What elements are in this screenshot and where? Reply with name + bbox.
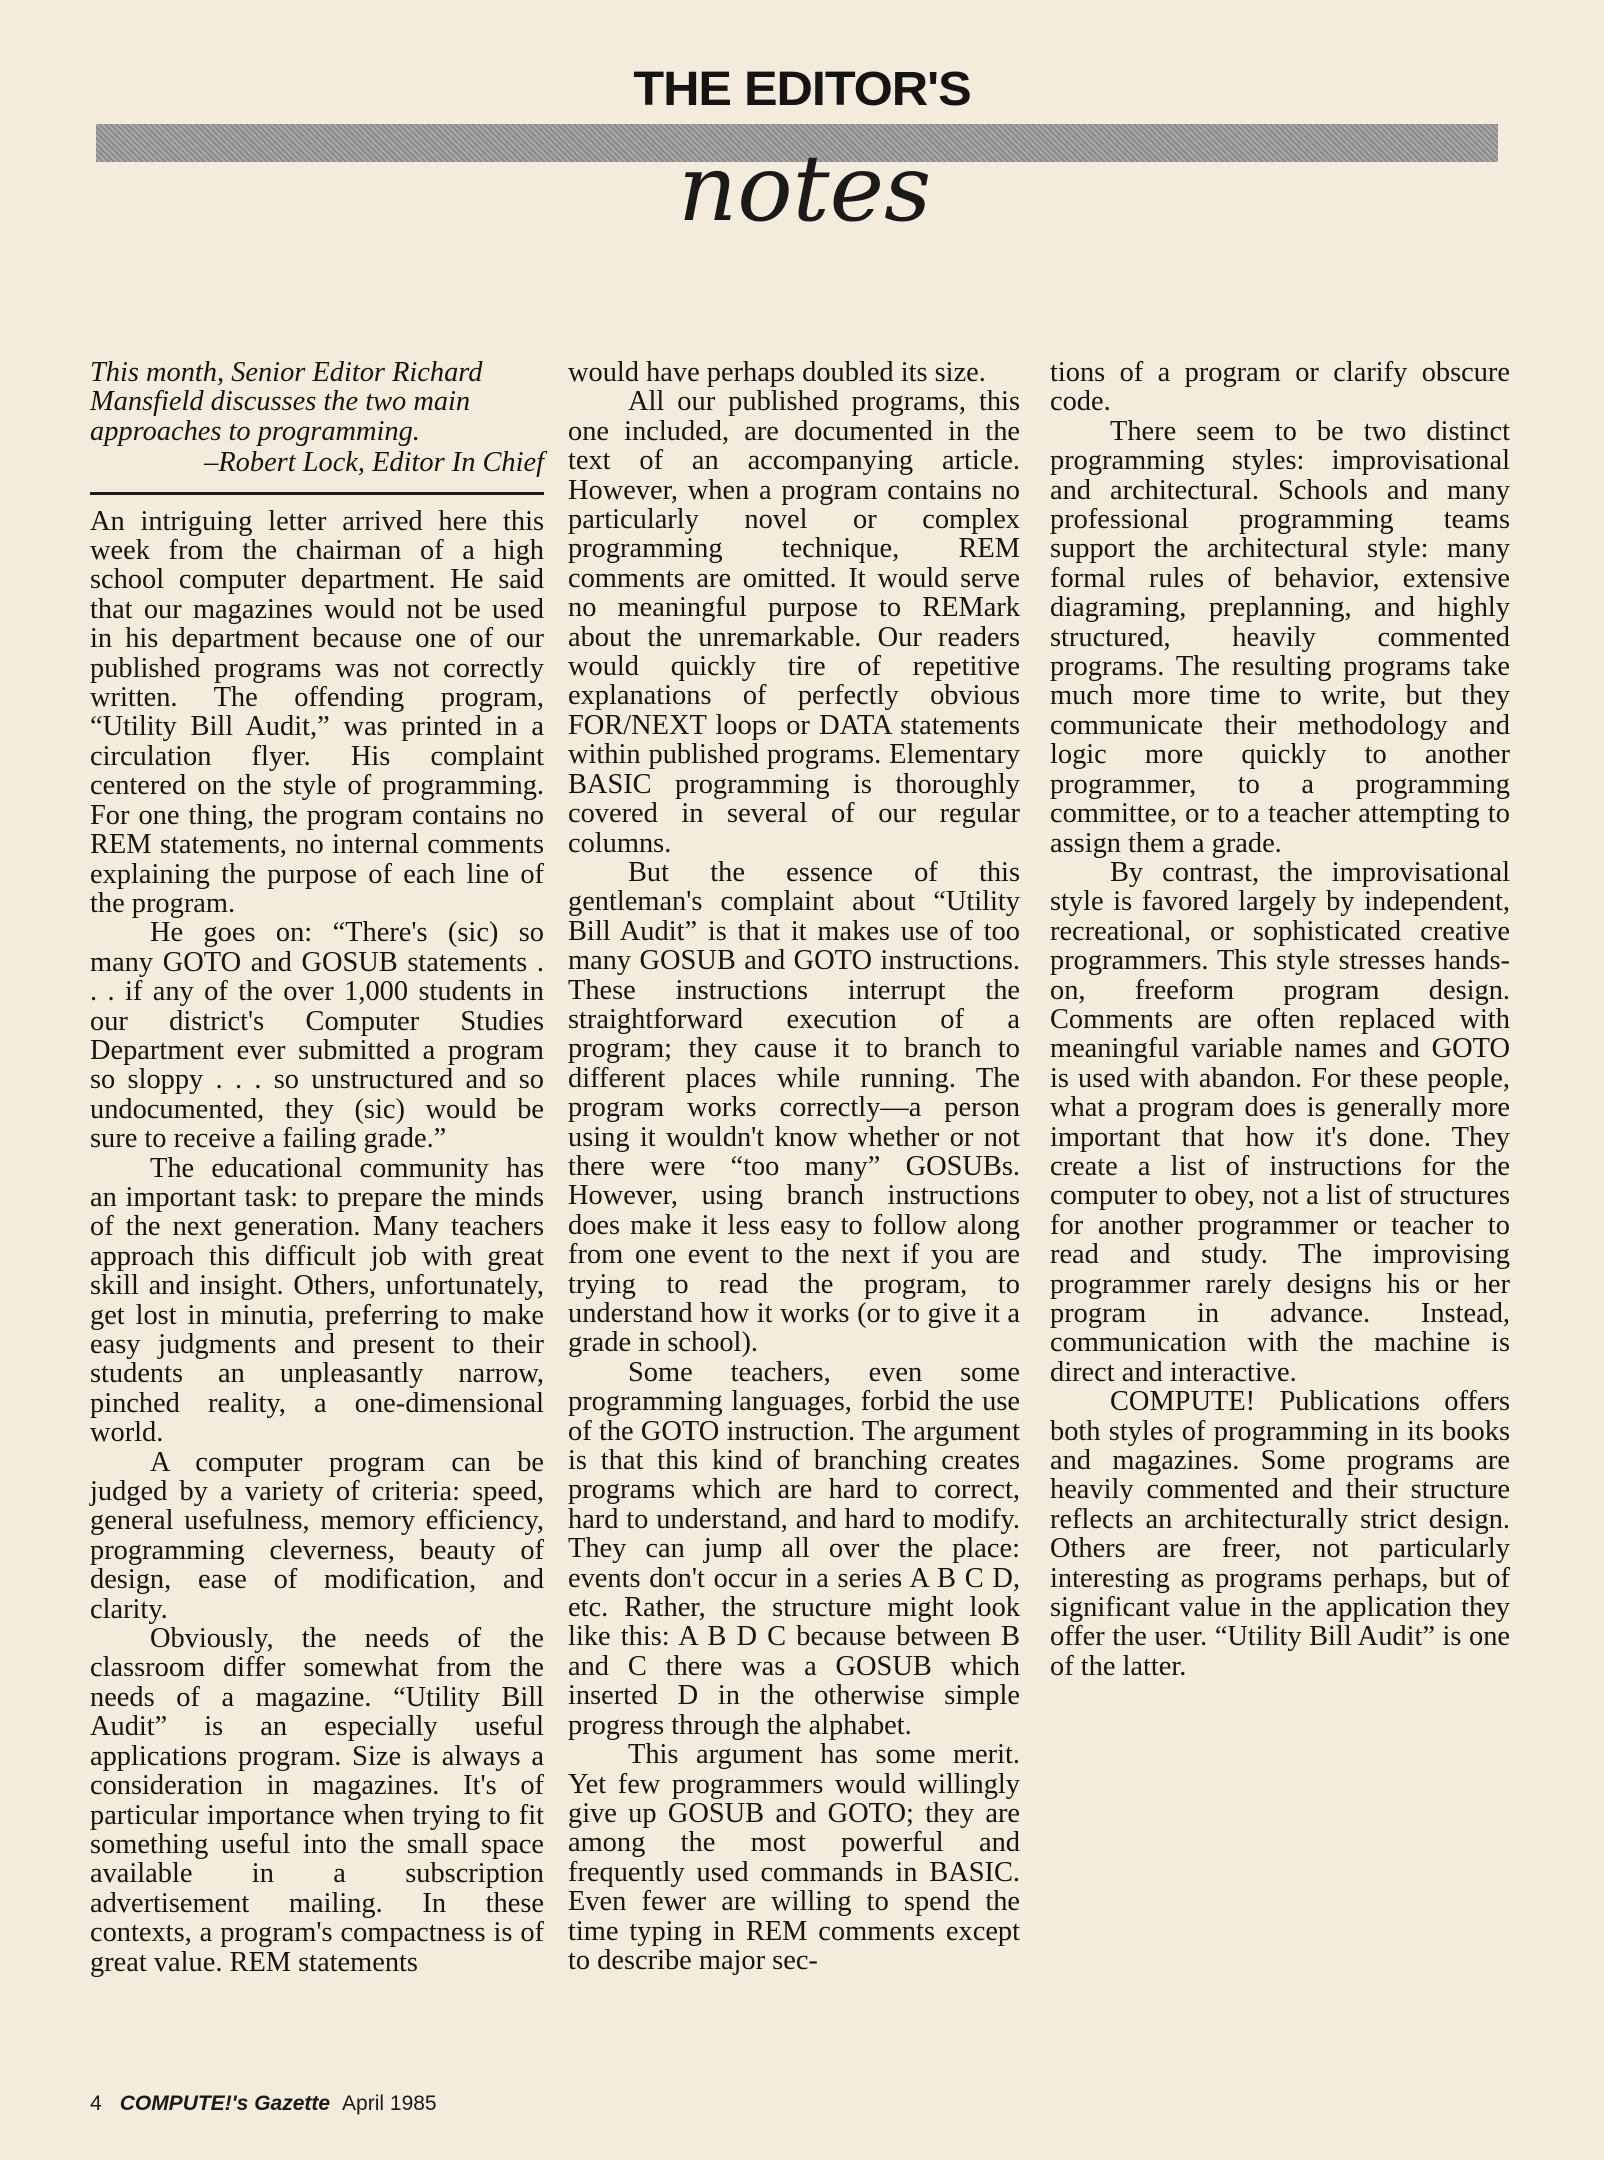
paragraph: An intriguing letter arrived here this week from the chairman of a high school computer department. He said that our magazines would not be used in his department because one of our published programs was not correctly written. The offending program, “Utility Bill Audit,” was printed in a circulation flyer. His complaint centered on the style of programming. For one thing, the program contains no REM statements, no internal comments explaining the purpose of each line of the program. xyxy=(90,505,544,919)
paragraph: would have perhaps doubled its size. xyxy=(568,357,986,388)
paragraph: Obviously, the needs of the classroom differ somewhat from the needs of a magazine. “Utility Bill Audit” is an especially useful applications program. Size is always a consideration in magazines. It's of particular importance when trying to fit something useful into the small space available in a subscription advertisement mailing. In these contexts, a program's compactness is of great value. REM statements xyxy=(90,1623,544,1978)
header-title: THE EDITOR'S xyxy=(633,63,971,116)
paragraph: There seem to be two distinct programming styles: improvisational and architectural. Schools and many professional programming teams support the architectural style: many formal rules of behavior, extensive diagraming, preplanning, and highly structured, heavily commented programs. The resulting programs take much more time to write, but they communicate their methodology and logic more quickly to another programmer, to a programming committee, or to a teacher attempting to assign them a grade. xyxy=(1050,415,1510,859)
paragraph: All our published programs, this one included, are documented in the text of an accompanying article. However, when a program contains no particularly novel or complex programming technique, REM comments are omitted. It would serve no meaningful purpose to REMark about the unremarkable. Our readers would quickly tire of repetitive explanations of perfectly obvious FOR/NEXT loops or DATA statements within published programs. Elementary BASIC programming is thoroughly covered in several of our regular columns. xyxy=(568,386,1020,859)
header-script-notes xyxy=(660,128,950,248)
column-3 xyxy=(1050,358,1510,1681)
intro-text: This month, Senior Editor Richard Mansfield discusses the two main approaches to programming. xyxy=(90,357,483,447)
magazine-name: COMPUTE!'s Gazette xyxy=(119,2092,331,2115)
intro-divider xyxy=(90,492,544,495)
issue-date: April 1985 xyxy=(342,2092,437,2115)
header-script-text: notes xyxy=(678,135,932,242)
page-footer xyxy=(90,2092,437,2116)
paragraph: This argument has some merit. Yet few programmers would willingly give up GOSUB and GOTO; they are among the most powerful and frequently used commands in BASIC. Even fewer are willing to spend the time typing in REM comments except to describe major sec- xyxy=(568,1739,1020,1976)
paragraph: The educational community has an important task: to prepare the minds of the next generation. Many teachers approach this difficult job with great skill and insight. Others, unfortunately, get lost in minutia, preferring to make easy judgments and present to their students an unpleasantly narrow, pinched reality, a one-dimensional world. xyxy=(90,1152,544,1449)
paragraph: But the essence of this gentleman's complaint about “Utility Bill Audit” is that it makes use of too many GOSUB and GOTO instructions. These instructions interrupt the straightforward execution of a program; they cause it to branch to different places while running. The program works correctly—a person using it wouldn't know whether or not there were “too many” GOSUBs. However, using branch instructions does make it less easy to follow along from one event to the next if you are trying to read the program, to understand how it works (or to give it a grade in school). xyxy=(568,856,1020,1359)
column-2 xyxy=(568,358,1020,1975)
paragraph: Some teachers, even some programming languages, forbid the use of the GOTO instruction. The argument is that this kind of branching creates programs which are hard to correct, hard to understand, and hard to modify. They can jump all over the place: events don't occur in a series A B C D, etc. Rather, the structure might look like this: A B D C because between B and C there was a GOSUB which inserted D in the otherwise simple progress through the alphabet. xyxy=(568,1356,1020,1741)
intro-byline: –Robert Lock, Editor In Chief xyxy=(204,447,544,479)
paragraph: COMPUTE! Publications offers both styles of programming in its books and magazines. Some programs are heavily commented and their structure reflects an architecturally strict design. Others are freer, not particularly interesting as programs perhaps, but of significant value in the application they offer the user. “Utility Bill Audit” is one of the latter. xyxy=(1050,1386,1510,1682)
paragraph: tions of a program or clarify obscure code. xyxy=(1050,357,1510,418)
column-1 xyxy=(90,358,544,1977)
paragraph: He goes on: “There's (sic) so many GOTO and GOSUB statements . . . if any of the over 1,000 students in our district's Computer Studies Department ever submitted a program so sloppy . . . so unstructured and so undocumented, they (sic) would be sure to receive a failing grade.” xyxy=(90,917,544,1155)
paragraph: A computer program can be judged by a variety of criteria: speed, general usefulness, memory efficiency, programming cleverness, beauty of design, ease of modification, and clarity. xyxy=(90,1446,544,1625)
page-number: 4 xyxy=(90,2092,102,2115)
paragraph: By contrast, the improvisational style is favored largely by independent, recreational, or sophisticated creative programmers. This style stresses hands-on, freeform program design. Comments are often replaced with meaningful variable names and GOTO is used with abandon. For these people, what a program does is generally more important that how it's done. They create a list of instructions for the computer to obey, not a list of structures for another programmer or teacher to read and study. The improvising programmer rarely designs his or her program in advance. Instead, communication with the machine is direct and interactive. xyxy=(1050,856,1510,1388)
